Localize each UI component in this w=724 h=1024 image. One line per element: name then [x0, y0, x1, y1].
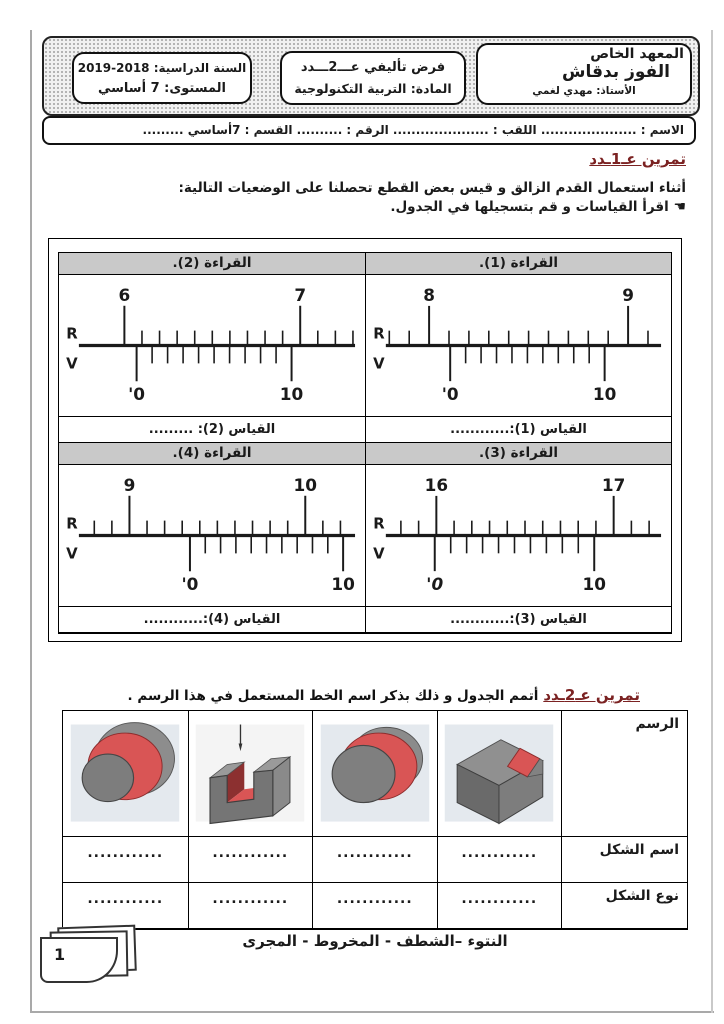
svg-text:0': 0' — [128, 384, 146, 405]
reading-2-vernier-diagram — [59, 275, 365, 417]
page-bottom-border — [30, 1011, 714, 1013]
reading-1-header: القراءة (1). — [365, 253, 671, 275]
svg-text:0': 0' — [441, 383, 459, 404]
exercise1-title: تمرين عـ1ـدد — [589, 150, 686, 168]
svg-text:R: R — [373, 324, 385, 343]
svg-text:8: 8 — [423, 284, 435, 305]
shape-type-answer-4: ............ — [63, 883, 188, 929]
reading-4-header: القراءة (4). — [59, 443, 365, 465]
reading-4-vernier-diagram — [59, 465, 365, 607]
page-number: 1 — [54, 945, 66, 964]
exercise2-title-line — [128, 686, 640, 704]
svg-text:0': 0' — [426, 573, 444, 594]
page-number-sheets-icon — [36, 926, 146, 990]
shapes-table — [62, 710, 688, 930]
stepped-cylinder-drawing — [316, 715, 434, 833]
school-name-line1: المعهد الخاص — [590, 46, 684, 62]
svg-text:V: V — [373, 544, 385, 563]
svg-text:10: 10 — [293, 474, 318, 495]
svg-text:R: R — [373, 514, 385, 533]
level: المستوى: 7 أساسي — [97, 81, 227, 96]
svg-text:0': 0' — [181, 574, 199, 595]
shape-type-answer-2: ............ — [312, 883, 437, 929]
cone-drawing — [66, 715, 184, 833]
reading-2-header: القراءة (2). — [59, 253, 365, 275]
caliper-readings-table — [58, 252, 672, 634]
school-info-box — [476, 43, 692, 105]
shape-type-answer-3: ............ — [188, 883, 313, 929]
reading-1-measure-field: القياس (1):............ — [365, 417, 671, 443]
answer-options-line: النتوء –الشطف - المخروط - المجرى — [242, 932, 508, 950]
page-left-border — [30, 30, 32, 1013]
exercise1-instruction-line2-wrap — [66, 198, 686, 217]
shape-name-answer-1: ............ — [437, 837, 562, 883]
subject: المادة: التربية التكنولوجية — [294, 81, 452, 96]
row-label-shape-name: اسم الشكل — [561, 837, 687, 883]
svg-text:10: 10 — [582, 573, 606, 594]
exam-type: فرض تأليفي عـــ2ـــدد — [300, 60, 446, 75]
exercise2-instruction: أتمم الجدول و ذلك بذكر اسم الخط المستعمل في هذا الرسم . — [127, 688, 539, 704]
notched-block-drawing — [191, 715, 309, 833]
shape-name-answer-3: ............ — [188, 837, 313, 883]
svg-text:9: 9 — [622, 284, 634, 305]
shape-stepped-cylinder-image — [312, 711, 437, 837]
reading-2-measure-field: القياس (2): ......... — [59, 417, 365, 443]
shape-type-answer-1: ............ — [437, 883, 562, 929]
teacher-name: الأستاذ: مهدي لغمي — [532, 85, 636, 97]
page-right-border — [711, 30, 713, 1013]
svg-text:V: V — [373, 354, 385, 373]
exercise1-instruction-line2: اقرأ القياسات و قم بتسجيلها في الجدول. — [390, 199, 669, 215]
reading-1-vernier-diagram — [365, 275, 671, 417]
exercise1-table-outer — [48, 238, 682, 642]
shape-name-answer-2: ............ — [312, 837, 437, 883]
exercise1-instruction-line1: أثناء استعمال القدم الزالق و قيس بعض القطع تحصلنا على الوضعيات التالية: — [178, 180, 686, 196]
reading-3-vernier-diagram — [365, 465, 671, 607]
exercise2-title: تمرين عـ2ـدد — [543, 686, 640, 704]
reading-3-measure-field: القياس (3):............ — [365, 607, 671, 633]
pointing-hand-icon: ☚ — [673, 199, 686, 215]
shape-notched-block-image — [188, 711, 313, 837]
row-label-shape-type: نوع الشكل — [561, 883, 687, 929]
school-name-line2: الفوز بدقاش — [562, 62, 670, 82]
svg-text:10: 10 — [331, 574, 355, 595]
svg-text:17: 17 — [601, 474, 626, 495]
student-identity-line: الاسم : ..................... اللقب : ..................... الرقم : .......... القسم : 7أساسي ......... — [42, 116, 696, 145]
reading-3-header: القراءة (3). — [365, 443, 671, 465]
exam-info-box — [280, 51, 466, 105]
svg-text:9: 9 — [123, 474, 136, 495]
svg-text:R: R — [66, 324, 78, 343]
row-label-drawing: الرسم — [561, 711, 687, 837]
school-year: السنة الدراسية: 2018-2019 — [77, 61, 247, 75]
svg-text:10: 10 — [279, 384, 304, 405]
svg-text:7: 7 — [294, 284, 307, 305]
svg-text:16: 16 — [424, 474, 449, 495]
exercise1-instructions — [66, 179, 686, 217]
reading-4-measure-field: القياس (4):............ — [59, 607, 365, 633]
svg-text:10: 10 — [592, 383, 617, 404]
header-band — [42, 36, 700, 116]
svg-text:6: 6 — [118, 284, 131, 305]
year-level-box — [72, 52, 252, 104]
svg-text:V: V — [66, 544, 78, 563]
chamfered-box-drawing — [440, 715, 558, 833]
svg-text:V: V — [66, 354, 78, 373]
shape-name-answer-4: ............ — [63, 837, 188, 883]
shape-cone-image — [63, 711, 188, 837]
shape-chamfered-box-image — [437, 711, 562, 837]
svg-text:R: R — [66, 514, 78, 533]
